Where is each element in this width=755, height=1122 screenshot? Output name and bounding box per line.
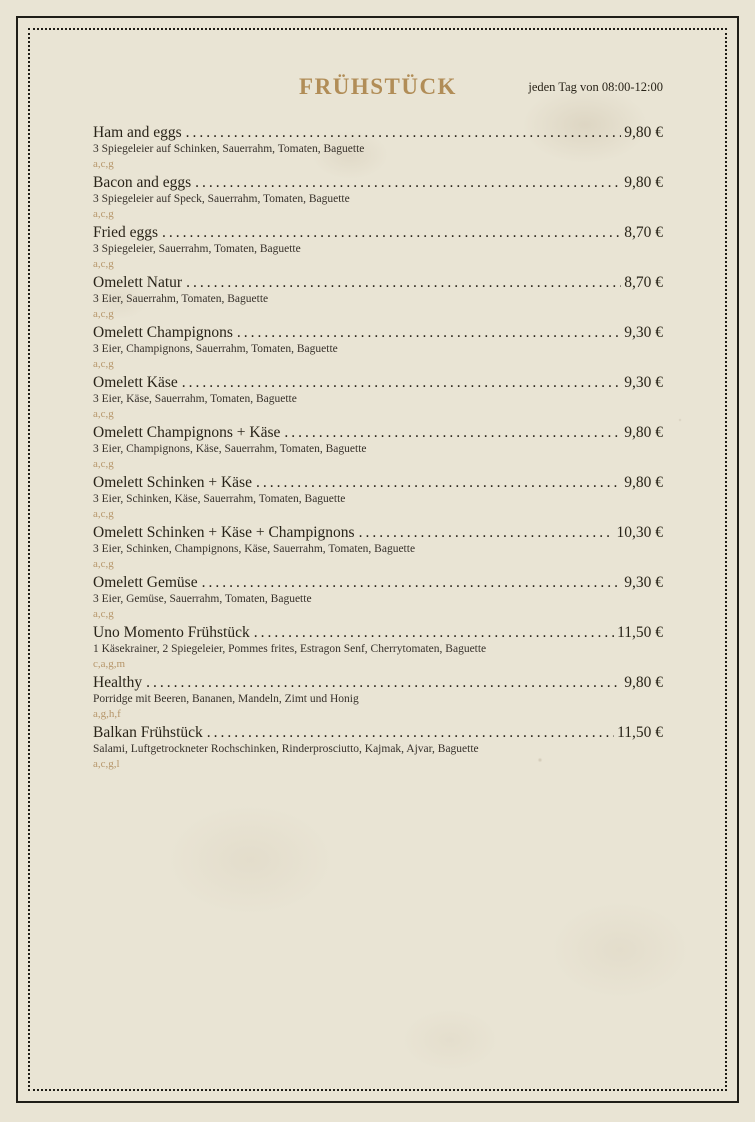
menu-item-line <box>93 123 663 142</box>
menu-item-name: Omelett Champignons + Käse <box>93 424 281 441</box>
menu-item <box>93 573 663 621</box>
menu-item-price: 9,30 € <box>624 324 663 341</box>
menu-item-line <box>93 473 663 492</box>
menu-item-allergens: a,c,g <box>93 608 114 620</box>
menu-item-name: Balkan Frühstück <box>93 724 203 741</box>
menu-item-price: 8,70 € <box>624 274 663 291</box>
dot-leader <box>200 573 622 592</box>
dot-leader <box>144 673 621 692</box>
menu-item-line <box>93 173 663 192</box>
menu-header <box>93 73 663 100</box>
menu-item-allergens: a,c,g <box>93 508 114 520</box>
menu-item-line <box>93 723 663 742</box>
menu-item <box>93 623 663 671</box>
menu-item-name: Fried eggs <box>93 224 159 241</box>
dot-leader <box>235 323 621 342</box>
menu-item-price: 11,50 € <box>617 624 663 641</box>
menu-item-description: 1 Käsekrainer, 2 Spiegeleier, Pommes frites, Estragon Senf, Cherrytomaten, Baguette <box>93 643 487 655</box>
menu-item <box>93 423 663 471</box>
menu-item-description: 3 Eier, Champignons, Sauerrahm, Tomaten, Baguette <box>93 343 338 355</box>
menu-item-allergens: a,c,g <box>93 258 114 270</box>
menu-item <box>93 323 663 371</box>
menu-item-description: 3 Spiegeleier auf Schinken, Sauerrahm, Tomaten, Baguette <box>93 143 365 155</box>
menu-item-line <box>93 623 663 642</box>
menu-item-allergens: a,c,g <box>93 408 114 420</box>
page-title: FRÜHSTÜCK <box>299 74 457 99</box>
menu-item-description: 3 Eier, Schinken, Käse, Sauerrahm, Tomaten, Baguette <box>93 493 346 505</box>
menu-item-line <box>93 523 663 542</box>
menu-item-line <box>93 573 663 592</box>
dot-leader <box>184 123 622 142</box>
menu-item-price: 9,80 € <box>624 474 663 491</box>
menu-item <box>93 473 663 521</box>
menu-item-description: 3 Spiegeleier auf Speck, Sauerrahm, Tomaten, Baguette <box>93 193 350 205</box>
menu-item-line <box>93 273 663 292</box>
menu-item <box>93 523 663 571</box>
menu-item-description: 3 Eier, Sauerrahm, Tomaten, Baguette <box>93 293 269 305</box>
dotted-border-frame <box>28 28 727 1091</box>
menu-item <box>93 273 663 321</box>
serving-hours-label: jeden Tag von 08:00-12:00 <box>528 80 663 94</box>
menu-item-description: 3 Eier, Schinken, Champignons, Käse, Sauerrahm, Tomaten, Baguette <box>93 543 416 555</box>
menu-item-name: Ham and eggs <box>93 124 182 141</box>
menu-item-price: 10,30 € <box>616 524 663 541</box>
dot-leader <box>357 523 614 542</box>
menu-item-price: 9,80 € <box>624 124 663 141</box>
menu-item-allergens: a,g,h,f <box>93 708 121 720</box>
dot-leader <box>160 223 621 242</box>
menu-item-allergens: a,c,g <box>93 208 114 220</box>
menu-item-line <box>93 673 663 692</box>
menu-item <box>93 673 663 721</box>
menu-item-allergens: a,c,g <box>93 358 114 370</box>
solid-border-frame <box>16 16 739 1103</box>
menu-item-price: 9,80 € <box>624 674 663 691</box>
menu-item-price: 11,50 € <box>617 724 663 741</box>
menu-item-price: 9,80 € <box>624 424 663 441</box>
menu-item-price: 8,70 € <box>624 224 663 241</box>
menu-item-name: Omelett Schinken + Käse <box>93 474 252 491</box>
menu-item-line <box>93 223 663 242</box>
menu-item <box>93 173 663 221</box>
dot-leader <box>180 373 621 392</box>
menu-item-name: Omelett Natur <box>93 274 183 291</box>
menu-item-allergens: a,c,g <box>93 308 114 320</box>
menu-item-name: Omelett Champignons <box>93 324 233 341</box>
menu-item-allergens: a,c,g <box>93 558 114 570</box>
menu-item-allergens: a,c,g,l <box>93 758 120 770</box>
menu-item-name: Uno Momento Frühstück <box>93 624 250 641</box>
menu-item-allergens: a,c,g <box>93 458 114 470</box>
dot-leader <box>193 173 621 192</box>
menu-item-line <box>93 323 663 342</box>
menu-item <box>93 723 663 771</box>
menu-item-line <box>93 373 663 392</box>
dot-leader <box>254 473 621 492</box>
menu-item-allergens: c,a,g,m <box>93 658 126 670</box>
menu-item-price: 9,30 € <box>624 374 663 391</box>
dot-leader <box>282 423 621 442</box>
dot-leader <box>205 723 614 742</box>
menu-item-name: Healthy <box>93 674 143 691</box>
menu-item-allergens: a,c,g <box>93 158 114 170</box>
menu-item-description: 3 Eier, Champignons, Käse, Sauerrahm, Tomaten, Baguette <box>93 443 367 455</box>
menu-item-line <box>93 423 663 442</box>
menu-item-description: 3 Eier, Gemüse, Sauerrahm, Tomaten, Baguette <box>93 593 312 605</box>
menu-item-price: 9,80 € <box>624 174 663 191</box>
dot-leader <box>184 273 621 292</box>
menu-item <box>93 223 663 271</box>
menu-item-name: Omelett Gemüse <box>93 574 198 591</box>
menu-item-name: Bacon and eggs <box>93 174 192 191</box>
menu-item <box>93 123 663 171</box>
dot-leader <box>252 623 614 642</box>
menu-item <box>93 373 663 421</box>
menu-item-description: Porridge mit Beeren, Bananen, Mandeln, Zimt und Honig <box>93 693 359 705</box>
menu-items-list <box>93 123 663 771</box>
menu-item-description: 3 Eier, Käse, Sauerrahm, Tomaten, Baguette <box>93 393 297 405</box>
menu-item-name: Omelett Käse <box>93 374 178 391</box>
menu-item-name: Omelett Schinken + Käse + Champignons <box>93 524 355 541</box>
menu-item-price: 9,30 € <box>624 574 663 591</box>
menu-item-description: Salami, Luftgetrockneter Rochschinken, Rinderprosciutto, Kajmak, Ajvar, Baguette <box>93 743 479 755</box>
menu-item-description: 3 Spiegeleier, Sauerrahm, Tomaten, Baguette <box>93 243 301 255</box>
